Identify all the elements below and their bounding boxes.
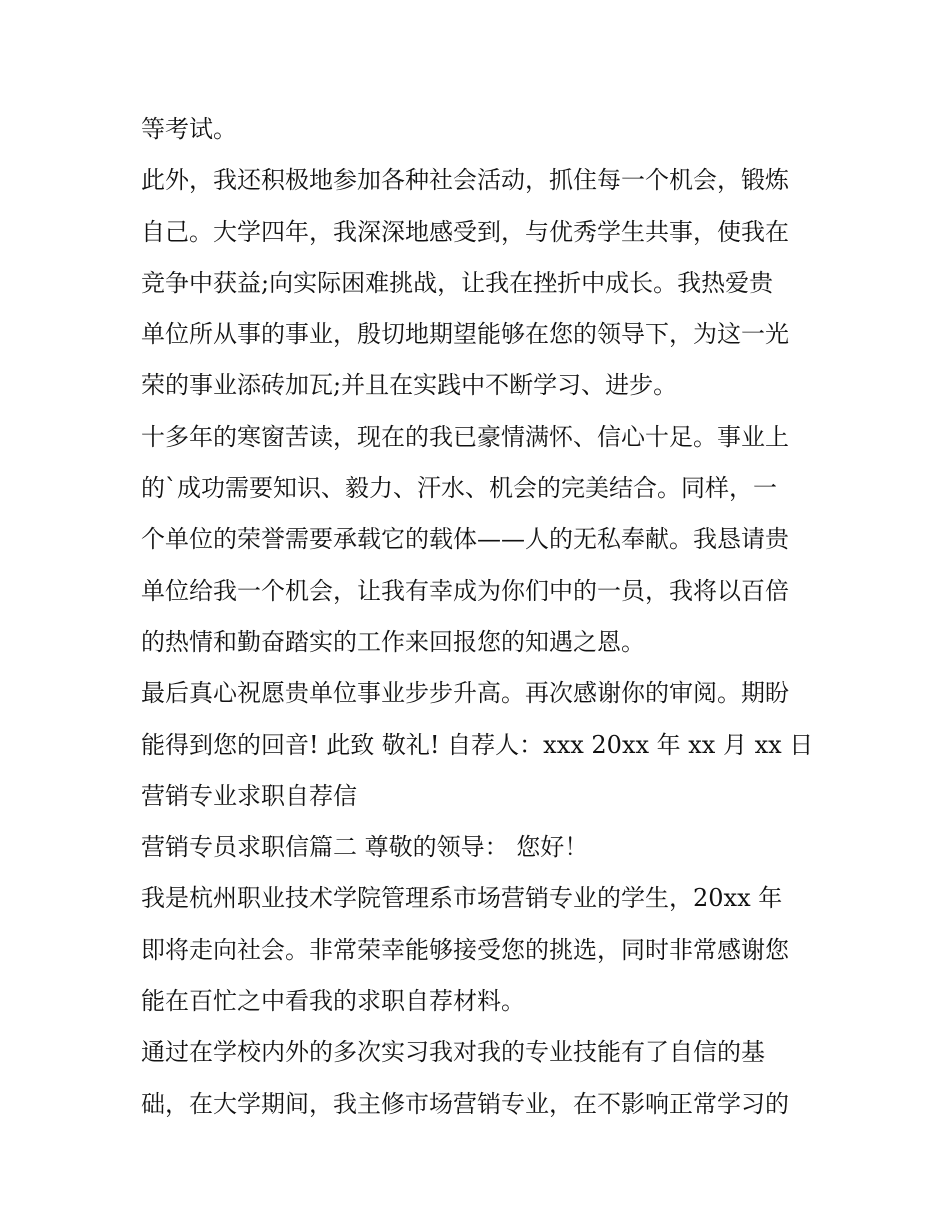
- text-line: 单位所从事的事业，殷切地期望能够在您的领导下，为这一光: [141, 320, 789, 349]
- text-line: 最后真心祝愿贵单位事业步步升高。再次感谢你的审阅。期盼: [141, 679, 789, 708]
- text-line: 我是杭州职业技术学院管理系市场营销专业的学生，20xx 年: [141, 884, 783, 913]
- text-line: 通过在学校内外的多次实习我对我的专业技能有了自信的基: [141, 1038, 765, 1067]
- text-line: 的`成功需要知识、毅力、汗水、机会的完美结合。同样，一: [141, 474, 777, 503]
- text-line: 自己。大学四年，我深深地感受到，与优秀学生共事，使我在: [141, 217, 789, 246]
- text-line: 单位给我一个机会，让我有幸成为你们中的一员，我将以百倍: [141, 576, 789, 605]
- text-line: 营销专员求职信篇二 尊敬的领导： 您好！: [141, 833, 589, 862]
- text-line: 等考试。: [141, 115, 237, 143]
- text-line: 此外，我还积极地参加各种社会活动，抓住每一个机会，锻炼: [141, 166, 789, 195]
- text-line: 础，在大学期间，我主修市场营销专业，在不影响正常学习的: [141, 1089, 789, 1118]
- text-line: 十多年的寒窗苦读，现在的我已豪情满怀、信心十足。事业上: [141, 422, 789, 451]
- text-line: 的热情和勤奋踏实的工作来回报您的知遇之恩。: [141, 627, 645, 656]
- document-body: [141, 104, 821, 1130]
- text-line: 能在百忙之中看我的求职自荐材料。: [141, 987, 525, 1016]
- text-line: 竞争中获益;向实际困难挑战，让我在挫折中成长。我热爱贵: [141, 268, 774, 297]
- text-line: 即将走向社会。非常荣幸能够接受您的挑选，同时非常感谢您: [141, 935, 789, 964]
- section-title: 营销专业求职自荐信: [141, 781, 357, 810]
- text-line: 个单位的荣誉需要承载它的载体——人的无私奉献。我恳请贵: [141, 525, 789, 554]
- text-line: 荣的事业添砖加瓦;并且在实践中不断学习、进步。: [141, 371, 678, 400]
- text-line: 能得到您的回音! 此致 敬礼! 自荐人：xxx 20xx 年 xx 月 xx 日: [141, 730, 814, 759]
